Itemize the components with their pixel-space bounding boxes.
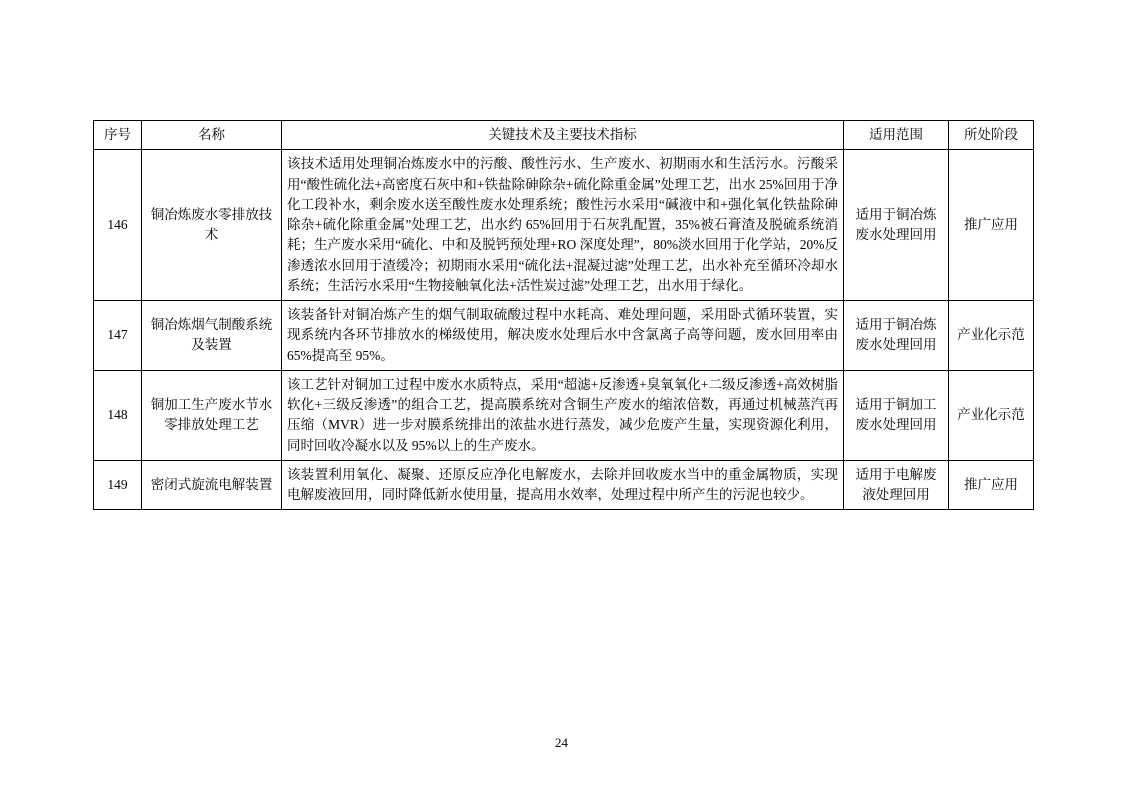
column-header-stage: 所处阶段 (949, 121, 1034, 150)
technology-catalog-table (93, 120, 1034, 510)
table-row (94, 370, 1034, 460)
cell-technology: 该技术适用处理铜冶炼废水中的污酸、酸性污水、生产废水、初期雨水和生活污水。污酸采用“酸性硫化法+高密度石灰中和+铁盐除砷除杂+硫化除重金属”处理工艺，出水 25%回用于净化工段补水，剩余废水送至酸性废水处理系统；酸性污水采用“碱液中和+强化氧化铁盐除砷除杂+硫化除重金属”处理工艺，出水约 65%回用于石灰乳配置，35%被石膏渣及脱硫系统消耗；生产废水采用“硫化、中和及脱钙预处理+RO 深度处理”，80%淡水回用于化学站，20%反渗透浓水回用于渣缓冷；初期雨水采用“硫化法+混凝过滤”处理工艺，出水补充至循环冷却水系统；生活污水采用“生物接触氧化法+活性炭过滤”处理工艺，出水用于绿化。 (282, 150, 844, 301)
column-header-scope: 适用范围 (844, 121, 949, 150)
cell-index: 148 (94, 370, 142, 460)
table-row (94, 150, 1034, 301)
page-number: 24 (555, 735, 568, 750)
cell-scope: 适用于铜加工废水处理回用 (844, 370, 949, 460)
cell-scope: 适用于铜冶炼废水处理回用 (844, 301, 949, 371)
table-header (94, 121, 1034, 150)
cell-scope: 适用于电解废液处理回用 (844, 460, 949, 510)
cell-index: 146 (94, 150, 142, 301)
cell-technology: 该工艺针对铜加工过程中废水水质特点，采用“超滤+反渗透+臭氧氧化+二级反渗透+高效树脂软化+三级反渗透”的组合工艺，提高膜系统对含铜生产废水的缩浓倍数，再通过机械蒸汽再压缩（MVR）进一步对膜系统排出的浓盐水进行蒸发，减少危废产生量，实现资源化利用，同时回收冷凝水以及 95%以上的生产废水。 (282, 370, 844, 460)
table-row (94, 301, 1034, 371)
cell-name: 铜加工生产废水节水零排放处理工艺 (142, 370, 282, 460)
cell-name: 密闭式旋流电解装置 (142, 460, 282, 510)
cell-index: 149 (94, 460, 142, 510)
column-header-index: 序号 (94, 121, 142, 150)
column-header-technology: 关键技术及主要技术指标 (282, 121, 844, 150)
table-header-row (94, 121, 1034, 150)
technology-catalog-table-wrapper (93, 120, 1033, 510)
cell-stage: 产业化示范 (949, 301, 1034, 371)
cell-scope: 适用于铜冶炼废水处理回用 (844, 150, 949, 301)
cell-technology: 该装置利用氧化、凝聚、还原反应净化电解废水，去除并回收废水当中的重金属物质，实现电解废液回用，同时降低新水使用量，提高用水效率，处理过程中所产生的污泥也较少。 (282, 460, 844, 510)
table-body (94, 150, 1034, 510)
cell-name: 铜冶炼烟气制酸系统及装置 (142, 301, 282, 371)
cell-stage: 推广应用 (949, 150, 1034, 301)
cell-name: 铜冶炼废水零排放技术 (142, 150, 282, 301)
cell-stage: 推广应用 (949, 460, 1034, 510)
cell-index: 147 (94, 301, 142, 371)
cell-stage: 产业化示范 (949, 370, 1034, 460)
cell-technology: 该装备针对铜冶炼产生的烟气制取硫酸过程中水耗高、难处理问题，采用卧式循环装置，实现系统内各环节排放水的梯级使用，解决废水处理后水中含氯离子高等问题，废水回用率由 65%提高至 95%。 (282, 301, 844, 371)
column-header-name: 名称 (142, 121, 282, 150)
table-row (94, 460, 1034, 510)
